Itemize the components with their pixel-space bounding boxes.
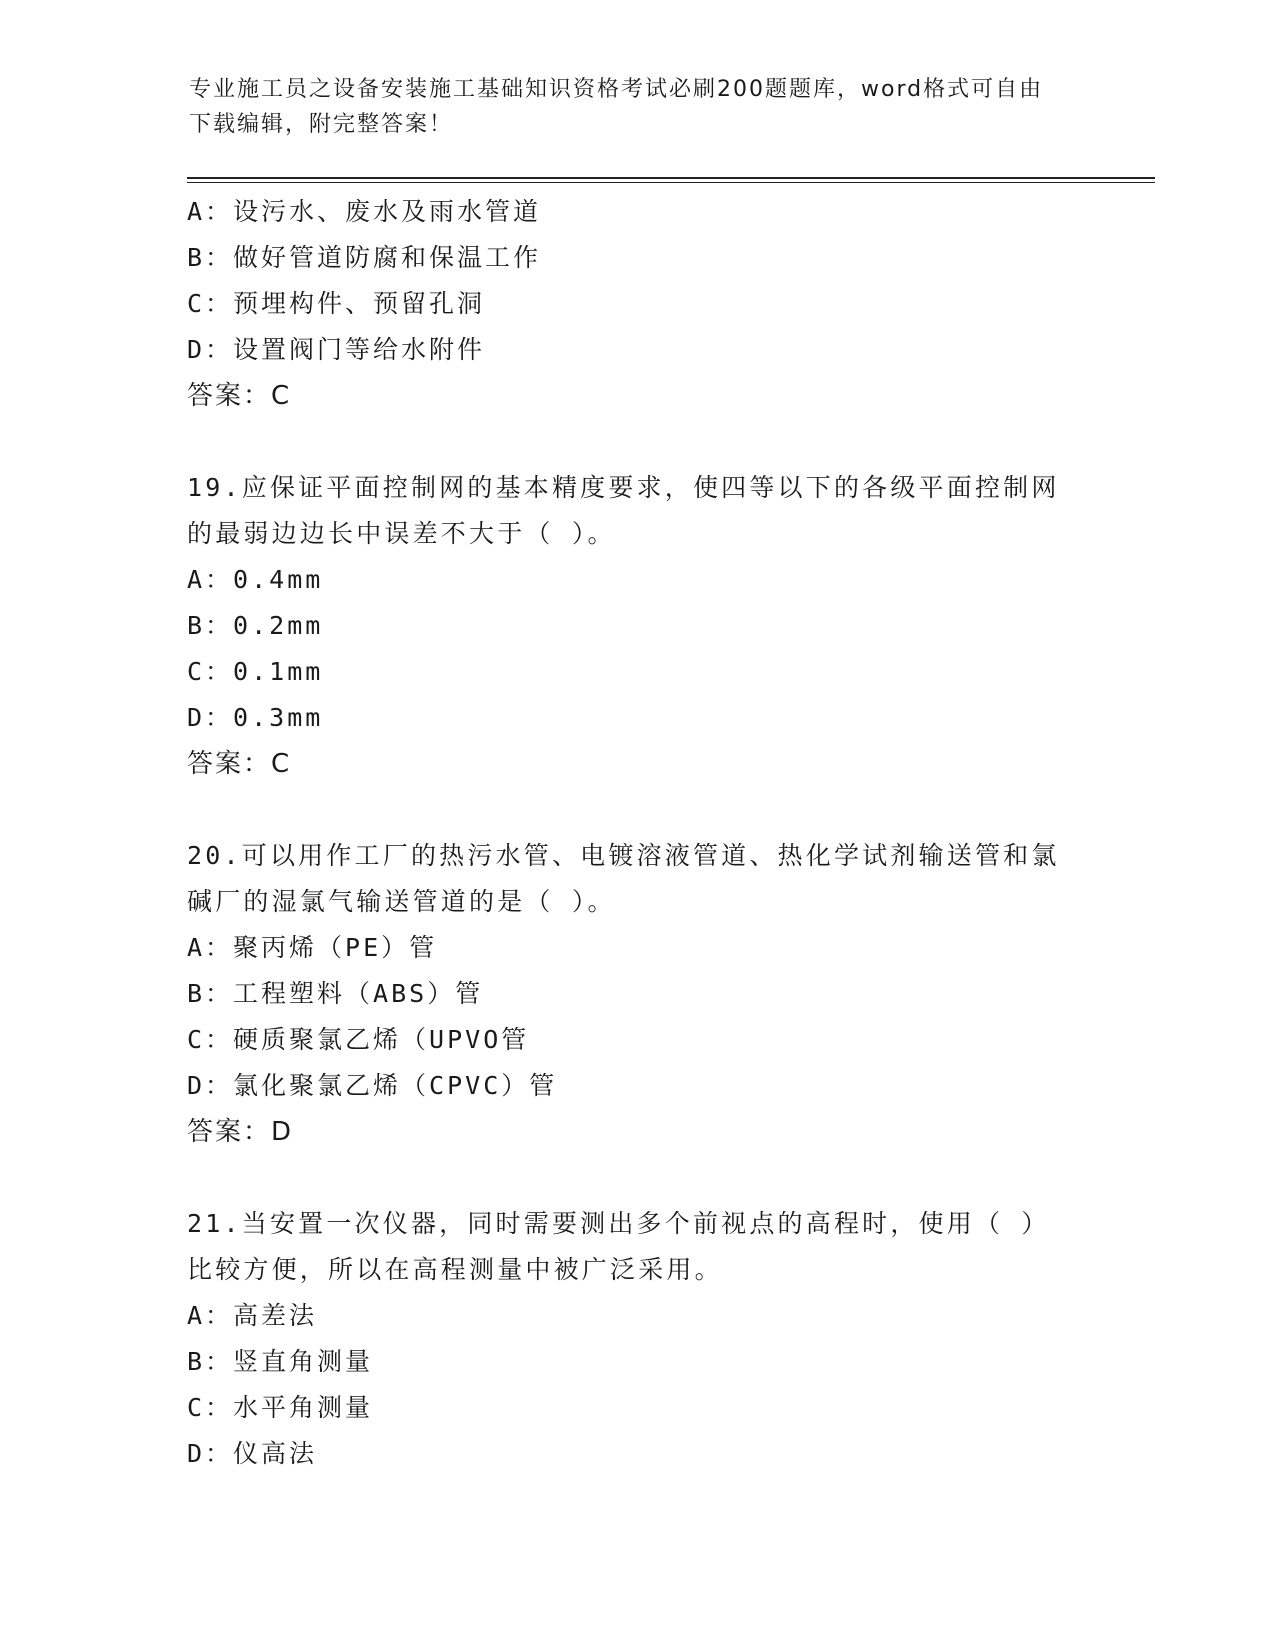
option-c: C：0.1mm: [187, 657, 324, 686]
spacer: [187, 419, 1087, 465]
header-line-1: 专业施工员之设备安装施工基础知识资格考试必刷200题题库，word格式可自由: [189, 77, 1044, 102]
question-block: [187, 833, 1087, 1155]
option-a: A：设污水、废水及雨水管道: [187, 197, 542, 226]
header-line-2: 下载编辑，附完整答案！: [189, 112, 454, 137]
question-text-line: 19.应保证平面控制网的基本精度要求，使四等以下的各级平面控制网: [187, 473, 1060, 502]
question-text-line: 21.当安置一次仪器，同时需要测出多个前视点的高程时，使用（ ）: [187, 1209, 1050, 1238]
spacer: [187, 1155, 1087, 1201]
answer-line: 答案：C: [187, 749, 292, 779]
spacer: [187, 787, 1087, 833]
document-header: [189, 72, 1069, 142]
option-b: B：做好管道防腐和保温工作: [187, 243, 542, 272]
question-block: [187, 1201, 1087, 1477]
header-divider-thick: [187, 177, 1155, 179]
option-c: C：水平角测量: [187, 1393, 374, 1422]
question-block: [187, 189, 1087, 419]
option-a: A：高差法: [187, 1301, 318, 1330]
option-d: D：仪高法: [187, 1439, 318, 1468]
question-list: [187, 189, 1087, 1477]
header-divider-thin: [187, 182, 1155, 183]
question-text-line: 20.可以用作工厂的热污水管、电镀溶液管道、热化学试剂输送管和氯: [187, 841, 1060, 870]
option-c: C：预埋构件、预留孔洞: [187, 289, 486, 318]
answer-line: 答案：C: [187, 381, 292, 411]
option-b: B：竖直角测量: [187, 1347, 374, 1376]
question-block: [187, 465, 1087, 787]
option-b: B：0.2mm: [187, 611, 324, 640]
question-text-line: 碱厂的湿氯气输送管道的是（ ）。: [187, 887, 616, 916]
option-d: D：设置阀门等给水附件: [187, 335, 486, 364]
question-text-line: 的最弱边边长中误差不大于（ ）。: [187, 519, 616, 548]
answer-line: 答案：D: [187, 1117, 294, 1147]
option-d: D：0.3mm: [187, 703, 324, 732]
option-b: B：工程塑料（ABS）管: [187, 979, 484, 1008]
option-a: A：0.4mm: [187, 565, 324, 594]
option-a: A：聚丙烯（PE）管: [187, 933, 438, 962]
question-text-line: 比较方便，所以在高程测量中被广泛采用。: [187, 1255, 723, 1284]
option-d: D：氯化聚氯乙烯（CPVC）管: [187, 1071, 558, 1100]
option-c: C：硬质聚氯乙烯（UPVO管: [187, 1025, 530, 1054]
